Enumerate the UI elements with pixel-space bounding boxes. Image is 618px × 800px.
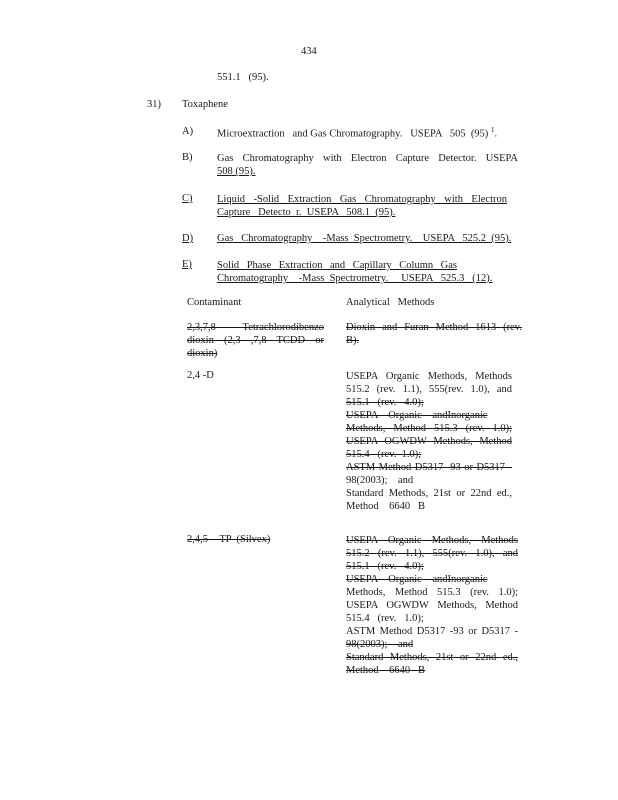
row2-method-line10: Standard Methods, 21st or 22nd ed., [346,488,512,499]
method-c-text [217,193,507,219]
row3-method-line5: Methods, Method 515.3 (rev. 1.0); [346,587,518,598]
method-a-body: Microextraction and Gas Chromatography. USEPA 505 (95) [217,128,489,140]
row3-methods [346,534,518,677]
row2-method-line3: 515.1 (rev. 4.0); [346,397,424,408]
row3-method-line9: 98(2003); and [346,639,414,650]
method-a-letter: A) [182,126,194,137]
method-d-text: Gas Chromatography -Mass Spectrometry. USEPA 525.2 (95). [217,233,512,244]
row1-contaminant-line2: dioxin (2,3 ,7,8 TCDD or [187,335,324,346]
row1-method-line2: B). [346,335,360,346]
row2-method-line6: USEPA OGWDW Methods, Method [346,436,512,447]
row3-method-line3: 515.1 (rev. 4.0); [346,561,424,572]
row3-contaminant: 2,4,5 -TP (Silvex) [187,534,271,545]
row1-methods [346,321,522,347]
row2-method-line9: 98(2003); and [346,475,414,486]
method-e-text [217,259,493,285]
continuation-line: 551.1 (95). [217,72,269,83]
row2-method-line5: Methods, Method 515.3 (rev. 1.0); [346,423,512,434]
method-c-letter: C) [182,193,193,204]
table-row [187,321,324,360]
method-d-letter: D) [182,233,194,244]
row3-method-line11: Method 6640 B [346,665,426,676]
method-c-line1: Liquid -Solid Extraction Gas Chromatography with Electron [217,194,507,205]
row1-method-line1: Dioxin and Furan Method 1613 (rev. [346,322,522,333]
method-a-tail: . [494,128,498,140]
row3-method-line1: USEPA Organic Methods, Methods [346,535,518,546]
method-a-text [217,126,497,140]
row3-method-line10: Standard Methods, 21st or 22nd ed., [346,652,518,663]
table-header-contaminant: Contaminant [187,297,242,308]
method-e-line1: Solid Phase Extraction and Capillary Column Gas [217,260,457,271]
row2-method-line7: 515.4 (rev. 1.0); [346,449,422,460]
row1-contaminant-line1: 2,3,7,8 Tetrachlorodibenzo [187,322,324,333]
row2-method-line1: USEPA Organic Methods, Methods [346,371,512,382]
method-c-line2: Capture Detecto r. USEPA 508.1 (95). [217,207,396,218]
row1-contaminant-line3: dioxin) [187,348,218,359]
method-e-line2: Chromatography -Mass Spectrometry. USEPA 525.3 (12). [217,273,493,284]
row3-method-line7: 515.4 (rev. 1.0); [346,613,424,624]
row3-method-line6: USEPA OGWDW Methods, Method [346,600,518,611]
method-a-footnote: 1 [490,126,495,134]
method-b-text [217,152,518,178]
row3-method-line8: ASTM Method D5317 -93 or D5317 - [346,626,518,637]
method-b-line1: Gas Chromatography with Electron Capture Detector. USEPA [217,153,518,164]
row3-method-line4: USEPA Organic andInorganic [346,574,488,585]
row2-method-line2: 515.2 (rev. 1.1), 555(rev. 1.0), and [346,384,512,395]
row2-method-line11: Method 6640 B [346,501,426,512]
row2-methods [346,370,512,513]
page-number: 434 [301,46,317,57]
row3-method-line2: 515.2 (rev. 1.1), 555(rev. 1.0), and [346,548,518,559]
item-title: Toxaphene [182,99,228,110]
item-number: 31) [147,99,161,110]
method-e-letter: E) [182,259,192,270]
row2-method-line4: USEPA Organic andInorganic [346,410,488,421]
row2-contaminant: 2,4 -D [187,370,214,381]
method-b-line2: 508 (95). [217,166,256,177]
table-header-methods: Analytical Methods [346,297,435,308]
method-b-letter: B) [182,152,193,163]
row2-method-line8: ASTM Method D5317 -93 or D5317 - [346,462,512,473]
